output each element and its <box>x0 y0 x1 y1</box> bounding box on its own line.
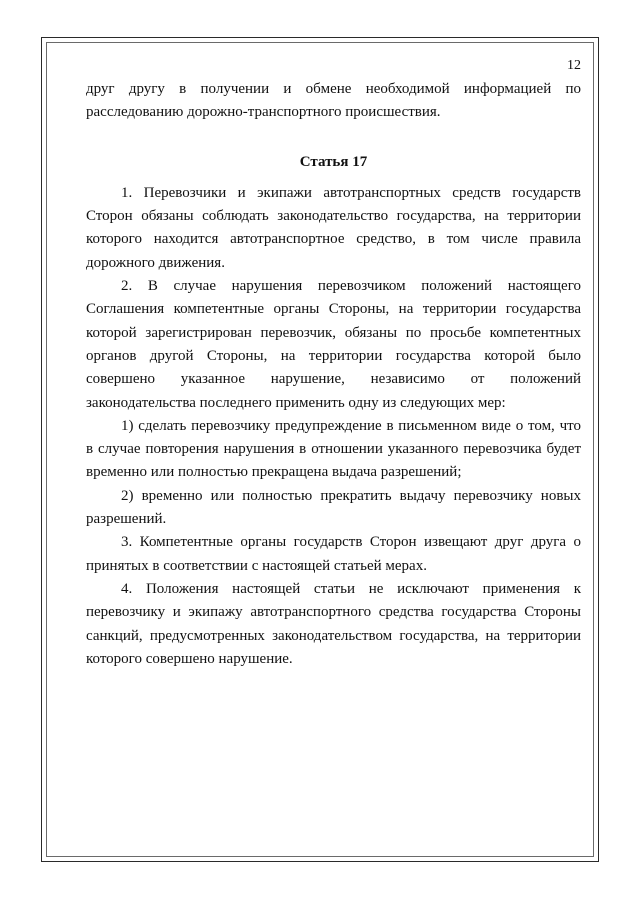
paragraph-4: 4. Положения настоящей статьи не исключают применения к перевозчику и экипажу автотранспортного средства государства Стороны санкций, предусмотренных законодательством государства, на территории которого совершено нарушение. <box>86 580 581 667</box>
page-number: 12 <box>567 58 581 73</box>
document-body <box>86 78 581 671</box>
paragraph-2-item-2: 2) временно или полностью прекратить выдачу перевозчику новых разрешений. <box>86 487 581 528</box>
paragraph-2: 2. В случае нарушения перевозчиком положений настоящего Соглашения компетентные органы Стороны, на территории государства которой зарегистрирован перевозчик, обязаны по просьбе компетентных органов другой Стороны, на территории государства которой было совершено указанное нарушение, независимо от положений законодательства последнего применить одну из следующих мер: <box>86 278 581 411</box>
continuation-text: друг другу в получении и обмене необходимой информацией по расследованию дорожно-транспортного происшествия. <box>86 81 581 121</box>
paragraph-2-item-1: 1) сделать перевозчику предупреждение в письменном виде о том, что в случае повторения нарушения в отношении указанного перевозчика будет временно или полностью прекращена выдача разрешений; <box>86 417 581 481</box>
paragraph-1: 1. Перевозчики и экипажи автотранспортных средств государств Сторон обязаны соблюдать законодательство государства, на территории которого находится автотранспортное средство, в том числе правила дорожного движения. <box>86 184 581 271</box>
paragraph-3: 3. Компетентные органы государств Сторон извещают друг друга о принятых в соответствии с настоящей статьей мерах. <box>86 534 581 574</box>
article-title: Статья 17 <box>299 153 368 170</box>
